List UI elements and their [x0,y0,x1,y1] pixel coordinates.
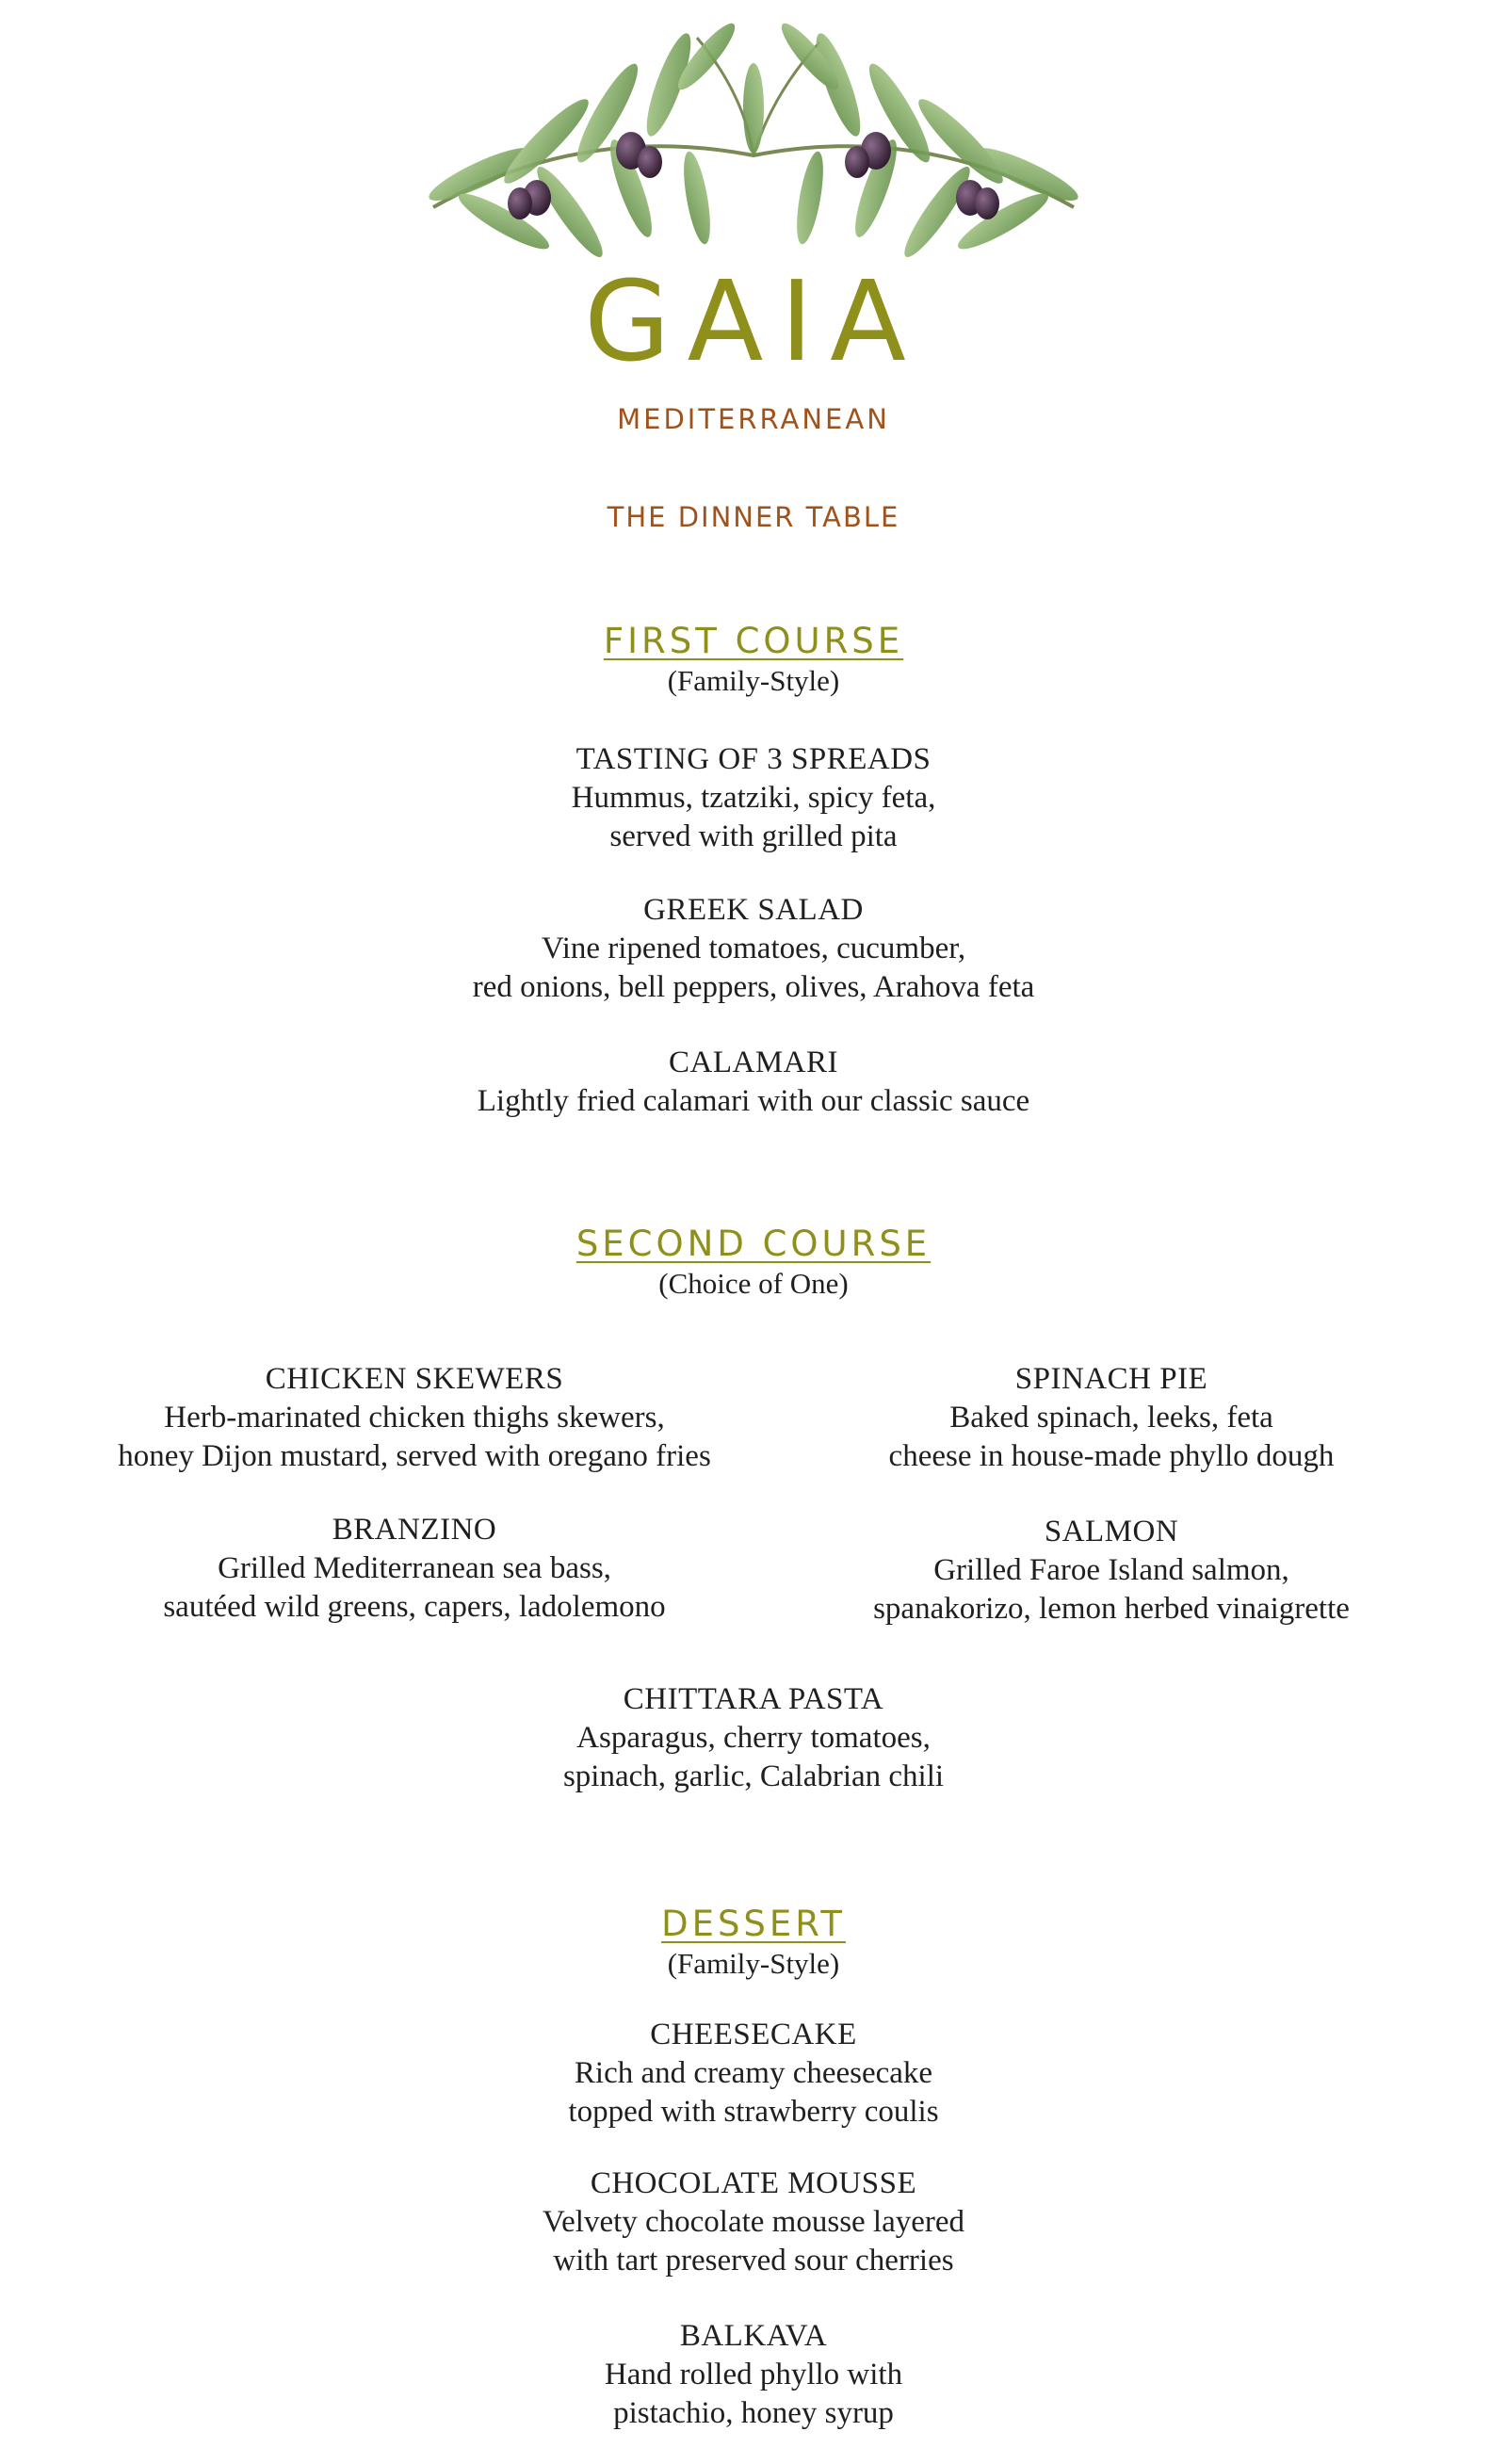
course-note: (Choice of One) [658,1266,849,1300]
brand-subtitle: MEDITERRANEAN [617,403,890,435]
item-name: CHEESECAKE [650,2018,857,2051]
item-desc: Lightly fried calamari with our classic sauce [477,1084,1030,1118]
item-desc: Rich and creamy cheesecake [574,2056,933,2090]
item-desc: cheese in house-made phyllo dough [888,1439,1335,1473]
item-desc: served with grilled pita [609,819,898,853]
item-desc: topped with strawberry coulis [568,2095,939,2129]
item-name: SALMON [1044,1515,1179,1548]
menu-item [38,1511,791,1627]
item-desc: with tart preserved sour cherries [553,2244,954,2278]
item-name: SPINACH PIE [1014,1362,1208,1396]
item-desc: pistachio, honey syrup [613,2396,894,2430]
menu-item [0,2016,1507,2132]
item-desc: Baked spinach, leeks, feta [949,1401,1273,1435]
menu-item [735,1513,1488,1629]
course-title: SECOND COURSE [575,1224,932,1264]
item-desc: Grilled Faroe Island salmon, [933,1553,1289,1587]
item-name: BRANZINO [332,1513,497,1547]
menu-item [0,1044,1507,1121]
item-name: BALKAVA [679,2319,828,2353]
item-desc: Hummus, tzatziki, spicy feta, [571,781,936,815]
menu-item [735,1360,1488,1476]
item-desc: Hand rolled phyllo with [604,2358,903,2391]
menu-item [38,1360,791,1476]
course-heading-first [0,622,1507,700]
item-desc: Velvety chocolate mousse layered [542,2205,965,2239]
item-name: CHOCOLATE MOUSSE [590,2166,917,2200]
course-note: (Family-Style) [667,1946,840,1980]
item-name: GREEK SALAD [643,893,864,927]
item-desc: red onions, bell peppers, olives, Arahova feta [472,970,1035,1004]
menu-item [0,891,1507,1007]
brand-name: GAIA [584,256,923,386]
course-heading-dessert [0,1905,1507,1983]
menu-item [0,740,1507,856]
item-desc: Herb-marinated chicken thighs skewers, [164,1401,665,1435]
item-desc: spinach, garlic, Calabrian chili [562,1759,945,1793]
item-name: CHICKEN SKEWERS [265,1362,564,1396]
item-name: CALAMARI [668,1046,838,1079]
item-name: TASTING OF 3 SPREADS [575,742,932,776]
course-note: (Family-Style) [667,663,840,697]
course-heading-second [0,1224,1507,1303]
item-desc: spanakorizo, lemon herbed vinaigrette [873,1592,1350,1626]
logo [414,19,1093,433]
item-desc: Asparagus, cherry tomatoes, [576,1721,931,1755]
course-title: FIRST COURSE [603,621,904,661]
menu-tagline: THE DINNER TABLE [607,501,900,533]
item-desc: sautéed wild greens, capers, ladolemono [163,1590,666,1624]
item-name: CHITTARA PASTA [623,1682,884,1716]
menu-item [0,1680,1507,1796]
item-desc: honey Dijon mustard, served with oregano fries [118,1439,711,1473]
item-desc: Grilled Mediterranean sea bass, [218,1551,611,1585]
menu-item [0,2164,1507,2280]
course-title: DESSERT [661,1904,846,1944]
menu-item [0,2317,1507,2433]
item-desc: Vine ripened tomatoes, cucumber, [541,932,966,965]
